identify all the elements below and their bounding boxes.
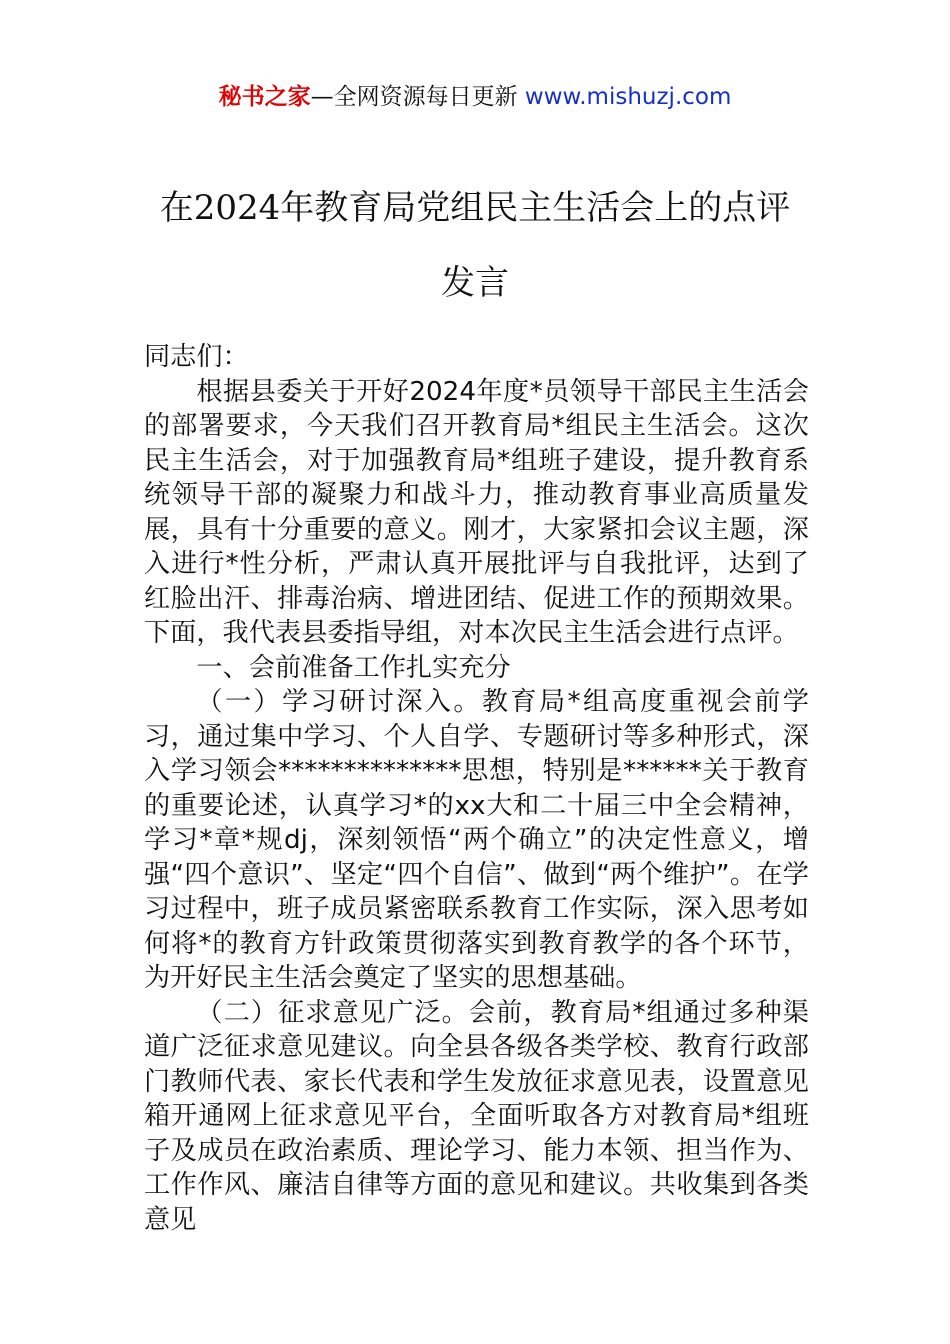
salutation: 同志们：: [144, 342, 249, 372]
section-heading: 一、会前准备工作扎实充分: [196, 652, 511, 683]
document-body: [144, 340, 809, 1237]
paragraph-intro: 根据县委关于开好2024年度*员领导干部民主生活会的部署要求，今天我们召开教育局*组民主生活会。这次民主生活会，对于加强教育局*组班子建设，提升教育系统领导干部的凝聚力和战斗力，推动教育事业高质量发展，具有十分重要的意义。刚才，大家紧扣会议主题，深入进行*性分析，严肃认真开展批评与自我批评，达到了红脸出汗、排毒治病、增进团结、促进工作的预期效果。下面，我代表县委指导组，对本次民主生活会进行点评。: [144, 376, 809, 648]
site-brand: 秘书之家: [218, 84, 311, 110]
document-title-line-1: 在2024年教育局党组民主生活会上的点评: [159, 188, 791, 228]
paragraph-study: （一）学习研讨深入。教育局*组高度重视会前学习，通过集中学习、个人自学、专题研讨等多种形式，深入学习领会**************思想，特别是******关于教育的重要论述，认真学习*的xx大和二十届三中全会精神，学习*章*规dj，深刻领悟“两个确立”的决定性意义，增强“四个意识”、坚定“四个自信”、做到“两个维护”。在学习过程中，班子成员紧密联系教育工作实际，深入思考如何将*的教育方针政策贯彻落实到教育教学的各个环节，为开好民主生活会奠定了坚实的思想基础。: [144, 687, 809, 993]
site-header: [0, 82, 950, 112]
document-title-line-2: 发言: [441, 263, 509, 303]
paragraph-opinions: （二）征求意见广泛。会前，教育局*组通过多种渠道广泛征求意见建议。向全县各级各类学校、教育行政部门教师代表、家长代表和学生发放征求意见表，设置意见箱开通网上征求意见平台，全面听取各方对教育局*组班子及成员在政治素质、理论学习、能力本领、担当作为、工作作风、廉洁自律等方面的意见和建议。共收集到各类意见: [144, 997, 809, 1235]
site-tagline: —全网资源每日更新: [310, 84, 525, 110]
site-url-link[interactable]: www.mishuzj.com: [524, 84, 732, 110]
